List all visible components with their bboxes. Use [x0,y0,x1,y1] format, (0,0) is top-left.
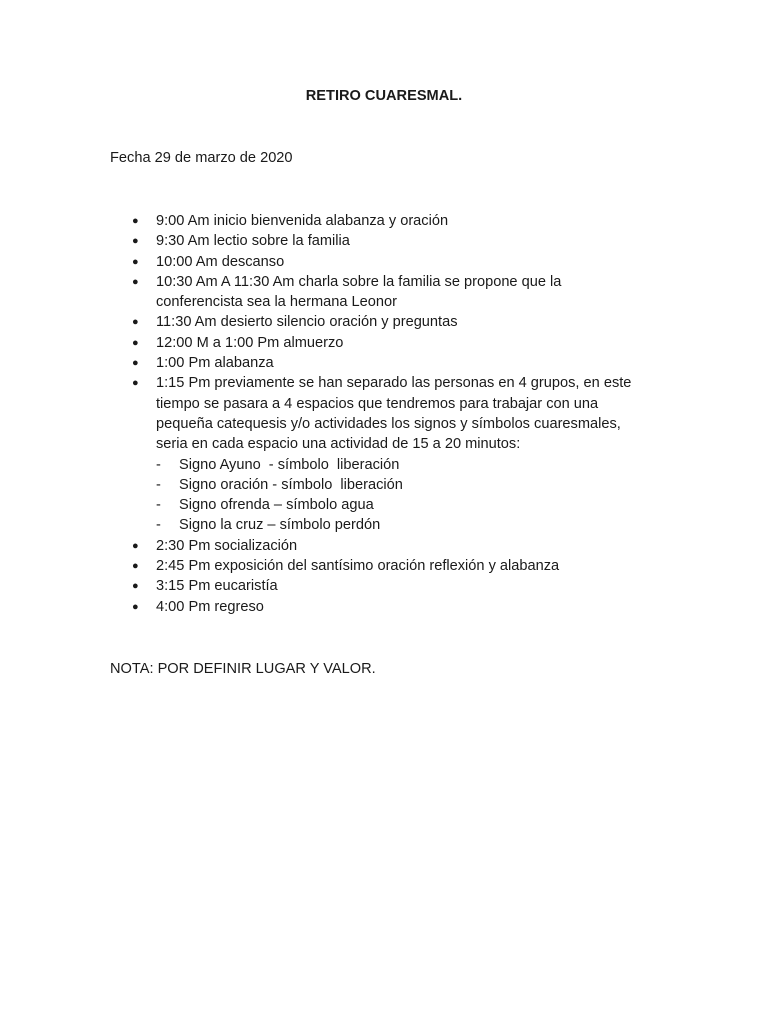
schedule-item-text: 2:45 Pm exposición del santísimo oración reflexión y alabanza [156,558,560,575]
list-item [128,353,648,373]
note-text: NOTA: POR DEFINIR LUGAR Y VALOR. [110,661,376,677]
bullet-icon: ● [132,357,139,370]
list-item [128,536,648,556]
dash-icon: - [156,517,161,534]
sublist-item [156,515,648,535]
schedule-item-text: 2:30 Pm socialización [156,537,298,554]
list-item [128,333,648,353]
bullet-icon: ● [132,275,139,288]
bullet-icon: ● [132,316,139,329]
schedule-list [128,211,648,617]
dash-icon: - [156,476,161,493]
sublist-item-text: Signo ofrenda – símbolo agua [179,497,374,514]
bullet-icon: ● [132,377,139,390]
sublist-item-text: Signo oración - símbolo liberación [179,476,403,493]
list-item [128,252,648,272]
schedule-item-text: 9:30 Am lectio sobre la familia [156,233,350,250]
schedule-item-text: 3:15 Pm eucaristía [156,578,278,595]
schedule-item-text: 11:30 Am desierto silencio oración y preguntas [156,314,458,331]
list-item [128,373,648,535]
bullet-icon: ● [132,600,139,613]
list-item [128,576,648,596]
schedule-item-text: 1:00 Pm alabanza [156,355,274,372]
schedule-item-text: 9:00 Am inicio bienvenida alabanza y oración [156,213,449,229]
list-item [128,272,648,313]
sublist-item [156,455,648,475]
bullet-icon: ● [132,215,139,227]
sublist-item [156,475,648,495]
sublist-item [156,495,648,515]
bullet-icon: ● [132,580,139,593]
schedule-item-text: 10:00 Am descanso [156,253,285,270]
schedule-item-text: 1:15 Pm previamente se han separado las personas en 4 grupos, en este tiempo se pasara a 4 espacios que tendremos para trabajar con una pequeña catequesis y/o actividades los signos y símbolos cuaresmales, seria en cada espacio una actividad de 15 a 20 minutos: [156,375,632,453]
schedule-item-text: 10:30 Am A 11:30 Am charla sobre la familia se propone que la conferencista sea la hermana Leonor [156,273,562,311]
bullet-icon: ● [132,336,139,349]
bullet-icon: ● [132,255,139,268]
list-item [128,231,648,251]
schedule-item-text: 4:00 Pm regreso [156,598,264,615]
document-title: RETIRO CUARESMAL. [305,88,463,104]
list-item [128,211,648,231]
dash-icon: - [156,456,161,473]
list-item [128,312,648,332]
sublist-item-text: Signo Ayuno - símbolo liberación [179,456,400,473]
schedule-item-text: 12:00 M a 1:00 Pm almuerzo [156,334,344,351]
list-item [128,597,648,617]
bullet-icon: ● [132,539,139,552]
date-line: Fecha 29 de marzo de 2020 [110,150,293,166]
sublist-item-text: Signo la cruz – símbolo perdón [179,517,381,534]
bullet-icon: ● [132,560,139,573]
dash-icon: - [156,497,161,514]
signs-sublist [156,455,648,536]
list-item [128,556,648,576]
bullet-icon: ● [132,235,139,248]
